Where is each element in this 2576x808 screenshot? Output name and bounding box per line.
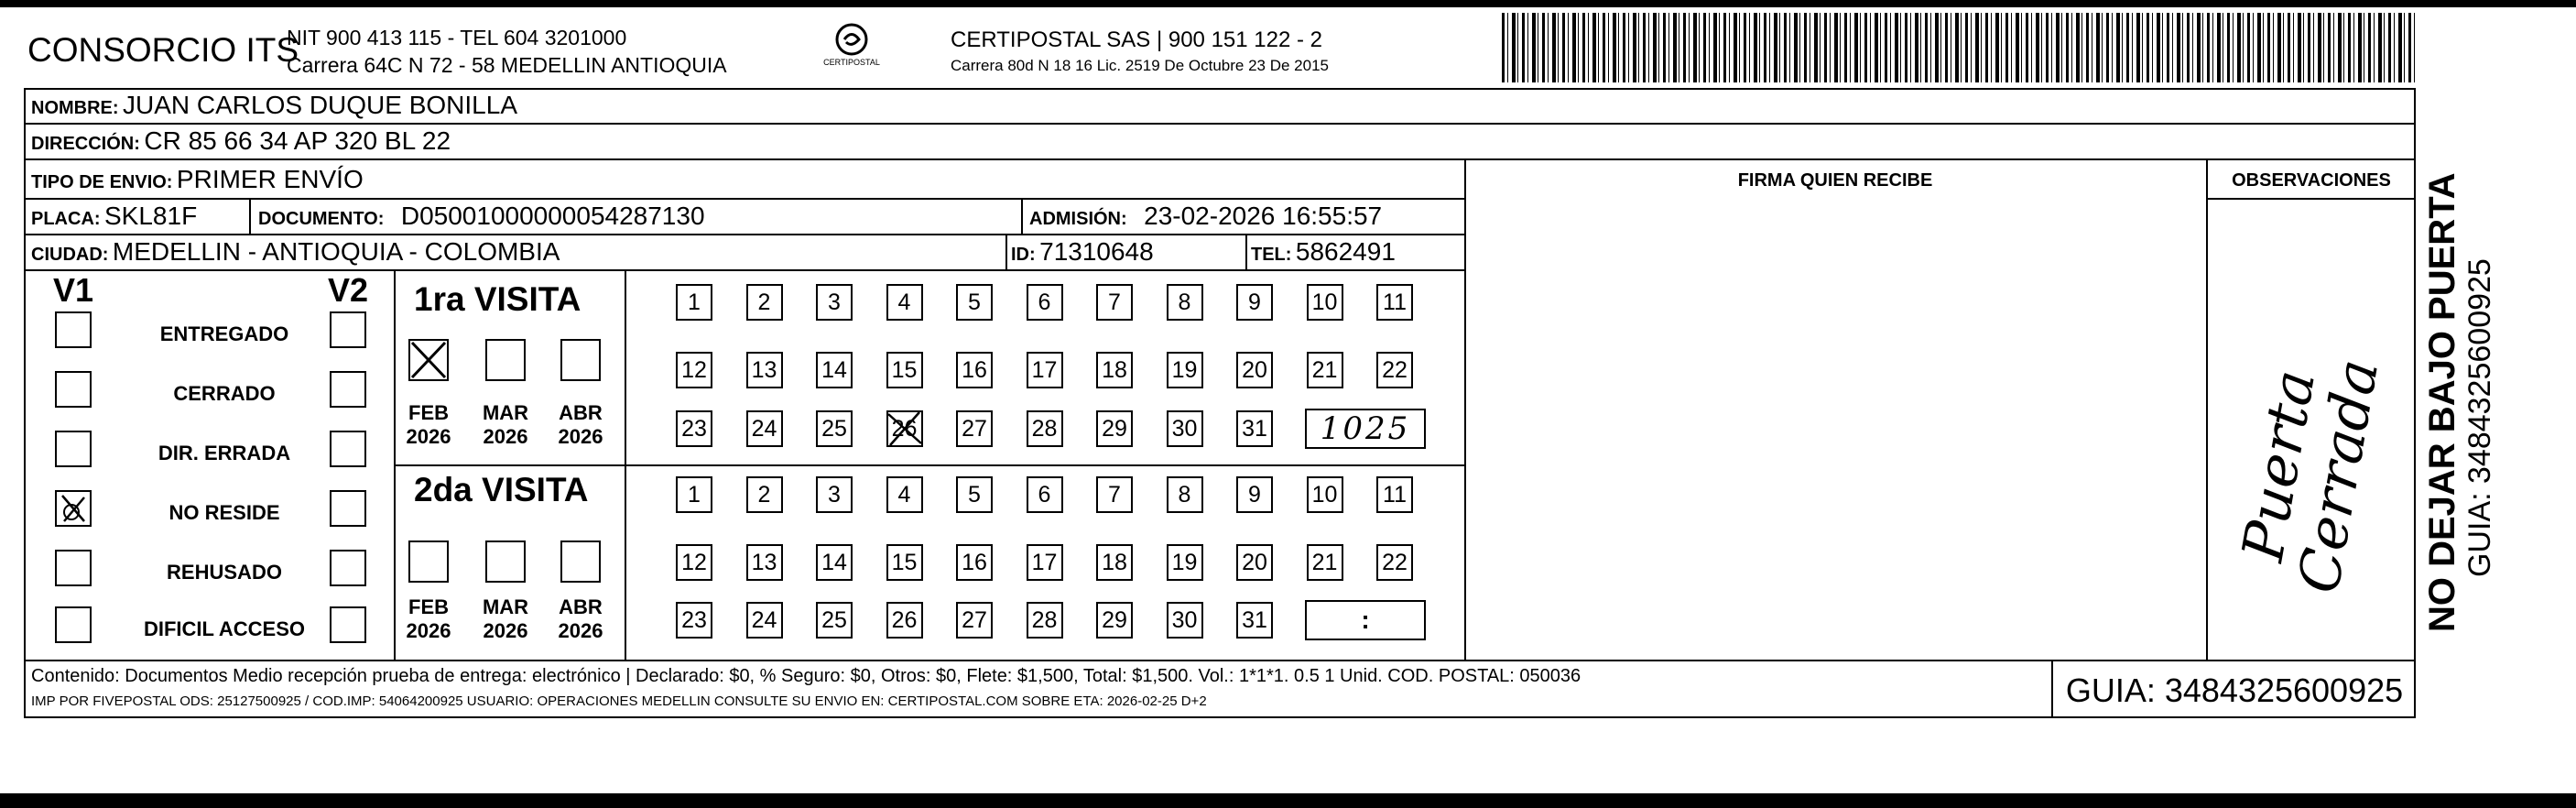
v1-checkbox[interactable] bbox=[55, 431, 92, 467]
day-box[interactable]: 13 bbox=[746, 352, 783, 388]
day-box[interactable]: 27 bbox=[956, 602, 993, 639]
side-warning-title: NO DEJAR BAJO PUERTA bbox=[2422, 172, 2462, 632]
day-box[interactable]: 16 bbox=[956, 544, 993, 581]
second-visit-time[interactable] bbox=[1305, 600, 1426, 640]
day-box[interactable]: 21 bbox=[1307, 352, 1343, 388]
status-option-label: DIR. ERRADA bbox=[158, 442, 291, 464]
id-cell bbox=[1011, 237, 1154, 267]
company-nit: NIT 900 413 115 - TEL 604 3201000 bbox=[287, 26, 627, 49]
first-visit-time-value: 1025 bbox=[1320, 410, 1411, 447]
day-box[interactable]: 5 bbox=[956, 476, 993, 513]
v1-checkbox[interactable] bbox=[55, 490, 92, 527]
carrier-name: CERTIPOSTAL SAS | 900 151 122 - 2 bbox=[951, 27, 1322, 52]
first-visit-time[interactable] bbox=[1305, 409, 1426, 449]
ciudad-value: MEDELLIN - ANTIOQUIA - COLOMBIA bbox=[112, 237, 560, 266]
ciudad-cell bbox=[31, 237, 560, 267]
direccion-row bbox=[31, 126, 451, 156]
v2-label: V2 bbox=[328, 271, 369, 309]
day-box[interactable]: 2 bbox=[746, 476, 783, 513]
day-box[interactable]: 23 bbox=[676, 602, 712, 639]
day-box[interactable]: 26 bbox=[886, 602, 923, 639]
v1-checkbox[interactable] bbox=[55, 371, 92, 408]
tel-value: 5862491 bbox=[1295, 237, 1396, 266]
day-box[interactable]: 30 bbox=[1167, 410, 1203, 447]
day-box[interactable]: 9 bbox=[1236, 284, 1273, 321]
id-label: ID: bbox=[1011, 245, 1036, 265]
day-box[interactable]: 14 bbox=[816, 544, 853, 581]
day-box[interactable]: 18 bbox=[1096, 352, 1133, 388]
day-box[interactable]: 19 bbox=[1167, 352, 1203, 388]
side-warning bbox=[2422, 119, 2497, 632]
direccion-label: DIRECCIÓN: bbox=[31, 134, 140, 154]
month-checkbox-mar[interactable] bbox=[485, 339, 526, 381]
day-box[interactable]: 1 bbox=[676, 476, 712, 513]
nombre-value: JUAN CARLOS DUQUE BONILLA bbox=[123, 91, 517, 119]
ciudad-label: CIUDAD: bbox=[31, 245, 109, 265]
day-box[interactable]: 27 bbox=[956, 410, 993, 447]
barcode bbox=[1502, 13, 2418, 82]
day-box[interactable]: 7 bbox=[1096, 476, 1133, 513]
documento-cell bbox=[258, 202, 705, 231]
v1-label: V1 bbox=[53, 271, 94, 309]
v2-checkbox[interactable] bbox=[330, 490, 366, 527]
day-box[interactable]: 10 bbox=[1307, 476, 1343, 513]
day-box[interactable]: 24 bbox=[746, 410, 783, 447]
day-box[interactable]: 25 bbox=[816, 410, 853, 447]
documento-label: DOCUMENTO: bbox=[258, 209, 385, 229]
documento-value: D05001000000054287130 bbox=[400, 202, 705, 230]
day-box[interactable]: 21 bbox=[1307, 544, 1343, 581]
day-box[interactable]: 29 bbox=[1096, 602, 1133, 639]
day-box[interactable]: 22 bbox=[1376, 544, 1413, 581]
month-checkbox-mar[interactable] bbox=[485, 540, 526, 583]
day-box[interactable]: 9 bbox=[1236, 476, 1273, 513]
day-box[interactable]: 11 bbox=[1376, 284, 1413, 321]
day-box[interactable]: 19 bbox=[1167, 544, 1203, 581]
day-box[interactable]: 3 bbox=[816, 476, 853, 513]
month-label: ABR 2026 bbox=[558, 401, 603, 448]
day-box[interactable]: 4 bbox=[886, 284, 923, 321]
day-box[interactable]: 31 bbox=[1236, 602, 1273, 639]
day-box[interactable]: 28 bbox=[1027, 602, 1063, 639]
observaciones-handwriting: Puerta Cerrada bbox=[2228, 354, 2392, 598]
nombre-row bbox=[31, 91, 517, 120]
v2-checkbox[interactable] bbox=[330, 371, 366, 408]
firma-header: FIRMA QUIEN RECIBE bbox=[1737, 170, 1933, 191]
observaciones-area[interactable] bbox=[2208, 200, 2415, 659]
placa-cell bbox=[31, 202, 197, 231]
company-address: Carrera 64C N 72 - 58 MEDELLIN ANTIOQUIA bbox=[287, 53, 727, 77]
status-option-label: CERRADO bbox=[173, 382, 276, 405]
month-label: MAR 2026 bbox=[482, 401, 529, 448]
day-box[interactable]: 31 bbox=[1236, 410, 1273, 447]
footer-contenido: Contenido: Documentos Medio recepción prueba de entrega: electrónico | Declarado: $0, % Seguro: $0, Otros: $0, Flete: $1,500, Total: $1,500. Vol.: 1*1*1. 0.5 1 Unid. COD. POSTAL: 050036 bbox=[31, 666, 1581, 686]
day-box[interactable]: 20 bbox=[1236, 352, 1273, 388]
v2-checkbox[interactable] bbox=[330, 431, 366, 467]
day-box[interactable]: 6 bbox=[1027, 284, 1063, 321]
signature-area[interactable] bbox=[1467, 198, 2205, 659]
day-box[interactable]: 18 bbox=[1096, 544, 1133, 581]
id-value: 71310648 bbox=[1039, 237, 1154, 266]
day-box[interactable]: 22 bbox=[1376, 352, 1413, 388]
day-cross-mark bbox=[886, 410, 923, 447]
second-visit-time-value: : bbox=[1361, 606, 1370, 634]
day-box[interactable]: 28 bbox=[1027, 410, 1063, 447]
month-label: FEB 2026 bbox=[406, 595, 451, 642]
month-checkbox-abr[interactable] bbox=[560, 339, 601, 381]
tel-label: TEL: bbox=[1251, 245, 1292, 265]
day-box[interactable]: 25 bbox=[816, 602, 853, 639]
status-option-label: ENTREGADO bbox=[159, 322, 289, 345]
day-box[interactable]: 29 bbox=[1096, 410, 1133, 447]
side-warning-guia: GUIA: 3484325600925 bbox=[2462, 258, 2497, 577]
day-box[interactable]: 2 bbox=[746, 284, 783, 321]
first-visit-title: 1ra VISITA bbox=[414, 280, 582, 318]
day-box[interactable]: 24 bbox=[746, 602, 783, 639]
day-box[interactable]: 26 bbox=[886, 410, 923, 447]
v2-checkbox[interactable] bbox=[330, 550, 366, 586]
company-name: CONSORCIO ITS bbox=[27, 31, 299, 69]
certipostal-logo-icon: CERTIPOSTAL bbox=[806, 22, 897, 77]
tipo-label: TIPO DE ENVIO: bbox=[31, 172, 173, 192]
v2-checkbox[interactable] bbox=[330, 311, 366, 348]
day-box[interactable]: 3 bbox=[816, 284, 853, 321]
day-box[interactable]: 12 bbox=[676, 352, 712, 388]
day-box[interactable]: 4 bbox=[886, 476, 923, 513]
month-label: MAR 2026 bbox=[482, 595, 529, 642]
day-box[interactable]: 16 bbox=[956, 352, 993, 388]
day-box[interactable]: 7 bbox=[1096, 284, 1133, 321]
tipo-value: PRIMER ENVÍO bbox=[176, 165, 364, 193]
placa-value: SKL81F bbox=[104, 202, 198, 230]
tipo-row bbox=[31, 165, 364, 194]
day-box[interactable]: 10 bbox=[1307, 284, 1343, 321]
month-checkbox-feb[interactable] bbox=[408, 540, 449, 583]
bottom-scan-border bbox=[0, 793, 2576, 808]
top-scan-border bbox=[0, 0, 2576, 7]
v1-checkbox[interactable] bbox=[55, 550, 92, 586]
direccion-value: CR 85 66 34 AP 320 BL 22 bbox=[144, 126, 451, 155]
v1-checkbox[interactable] bbox=[55, 606, 92, 643]
admision-value: 23-02-2026 16:55:57 bbox=[1144, 202, 1383, 230]
month-checkbox-feb[interactable] bbox=[408, 339, 449, 381]
day-box[interactable]: 8 bbox=[1167, 284, 1203, 321]
observaciones-header: OBSERVACIONES bbox=[2232, 170, 2391, 191]
status-option-label: DIFICIL ACCESO bbox=[143, 617, 305, 640]
day-box[interactable]: 5 bbox=[956, 284, 993, 321]
day-box[interactable]: 20 bbox=[1236, 544, 1273, 581]
v2-checkbox[interactable] bbox=[330, 606, 366, 643]
admision-cell bbox=[1029, 202, 1382, 231]
day-box[interactable]: 8 bbox=[1167, 476, 1203, 513]
day-box[interactable]: 11 bbox=[1376, 476, 1413, 513]
status-option-label: REHUSADO bbox=[167, 561, 282, 584]
footer-imp: IMP POR FIVEPOSTAL ODS: 25127500925 / COD.IMP: 54064200925 USUARIO: OPERACIONES MEDELLIN CONSULTE SU ENVIO EN: CERTIPOSTAL.COM SOBRE ETA: 2026-02-25 D+2 bbox=[31, 693, 1207, 709]
second-visit-title: 2da VISITA bbox=[414, 471, 589, 508]
footer-guia: GUIA: 3484325600925 bbox=[2065, 672, 2404, 709]
day-box[interactable]: 17 bbox=[1027, 544, 1063, 581]
day-box[interactable]: 23 bbox=[676, 410, 712, 447]
v1-checkbox[interactable] bbox=[55, 311, 92, 348]
day-box[interactable]: 14 bbox=[816, 352, 853, 388]
month-label: ABR 2026 bbox=[558, 595, 603, 642]
status-option-label: NO RESIDE bbox=[168, 501, 280, 524]
carrier-address: Carrera 80d N 18 16 Lic. 2519 De Octubre 23 De 2015 bbox=[951, 57, 1329, 74]
day-box[interactable]: 30 bbox=[1167, 602, 1203, 639]
day-box[interactable]: 13 bbox=[746, 544, 783, 581]
day-box[interactable]: 15 bbox=[886, 352, 923, 388]
day-box[interactable]: 1 bbox=[676, 284, 712, 321]
month-label: FEB 2026 bbox=[406, 401, 451, 448]
admision-label: ADMISIÓN: bbox=[1029, 209, 1127, 229]
day-box[interactable]: 15 bbox=[886, 544, 923, 581]
day-box[interactable]: 12 bbox=[676, 544, 712, 581]
month-checkbox-abr[interactable] bbox=[560, 540, 601, 583]
day-box[interactable]: 17 bbox=[1027, 352, 1063, 388]
placa-label: PLACA: bbox=[31, 209, 101, 229]
nombre-label: NOMBRE: bbox=[31, 98, 119, 118]
day-box[interactable]: 6 bbox=[1027, 476, 1063, 513]
tel-cell bbox=[1251, 237, 1396, 267]
